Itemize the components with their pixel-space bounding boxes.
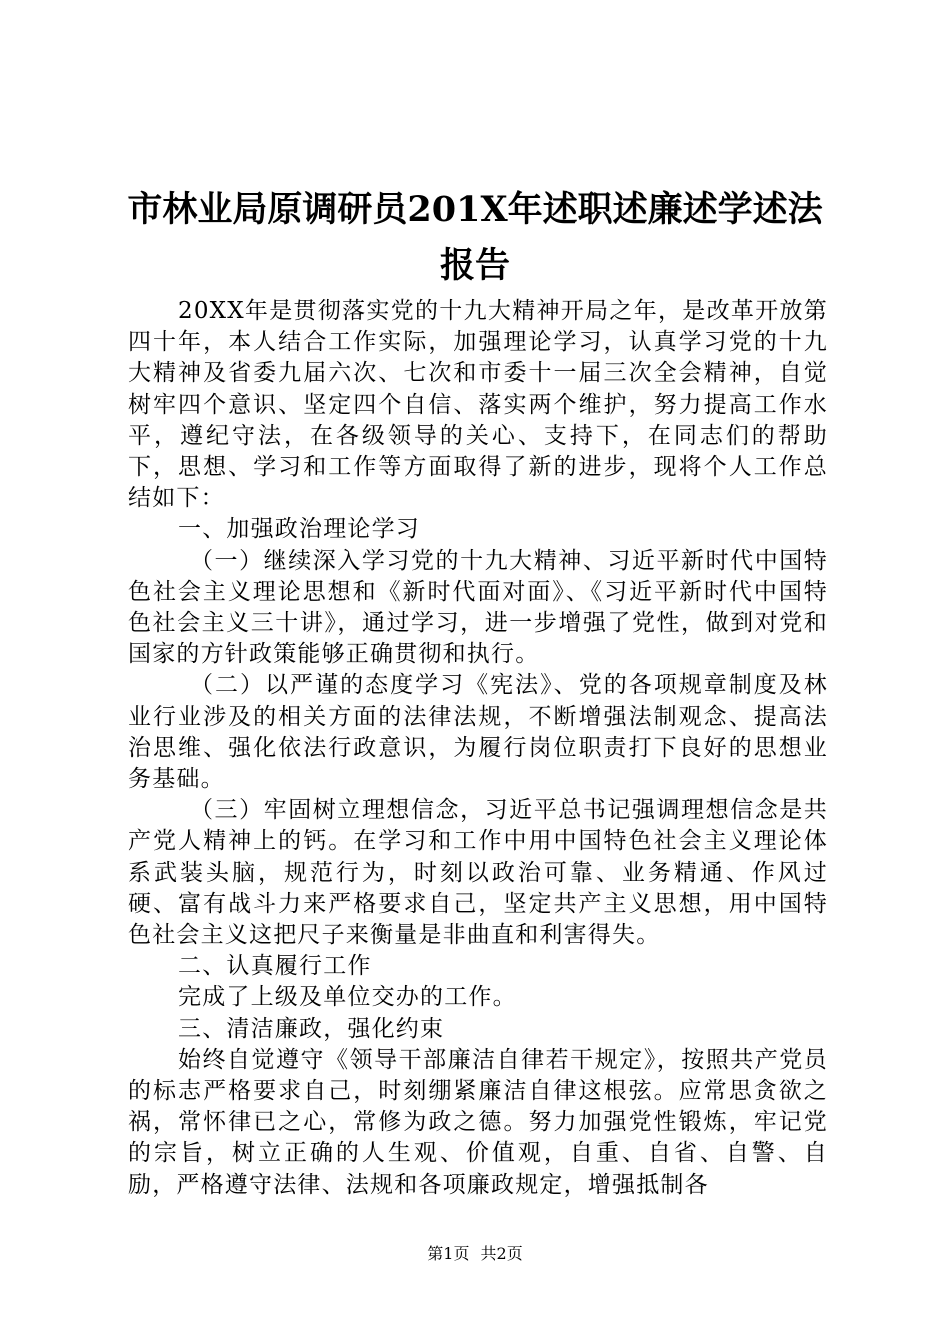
page-total: 共2页 [480, 1244, 523, 1263]
page-footer [0, 1244, 950, 1264]
section-heading-3: 三、清洁廉政，强化约束 [178, 1015, 445, 1042]
document-title-continued: 报告 [439, 245, 510, 286]
subsection-paragraph-1: （一）继续深入学习党的十九大精神、习近平新时代中国特色社会主义理论思想和《新时代面对面》、《习近平新时代中国特色社会主义三十讲》，通过学习，进一步增强了党性，做到对党和国家的方针政策能够正确贯彻和执行。 [128, 547, 828, 668]
subsection-paragraph-3: （三）牢固树立理想信念，习近平总书记强调理想信念是共产党人精神上的钙。在学习和工作中用中国特色社会主义理论体系武装头脑，规范行为，时刻以政治可靠、业务精通、作风过硬、富有战斗力来严格要求自己，坚定共产主义思想，用中国特色社会主义这把尺子来衡量是非曲直和利害得失。 [128, 797, 828, 949]
document-title: 市林业局原调研员201X年述职述廉述学述法 [127, 189, 823, 230]
section-heading-2: 二、认真履行工作 [178, 953, 372, 980]
section-paragraph-2: 完成了上级及单位交办的工作。 [178, 984, 517, 1011]
intro-paragraph: 20XX年是贯彻落实党的十九大精神开局之年，是改革开放第四十年，本人结合工作实际，加强理论学习，认真学习党的十九大精神及省委九届六次、七次和市委十一届三次全会精神，自觉树牢四个意识、坚定四个自信、落实两个维护，努力提高工作水平，遵纪守法，在各级领导的关心、支持下，在同志们的帮助下，思想、学习和工作等方面取得了新的进步，现将个人工作总结如下： [128, 298, 828, 512]
subsection-paragraph-2: （二）以严谨的态度学习《宪法》、党的各项规章制度及林业行业涉及的相关方面的法律法规，不断增强法制观念、提高法治思维、强化依法行政意识，为履行岗位职责打下良好的思想业务基础。 [128, 672, 828, 793]
page-number: 第1页 [427, 1244, 470, 1263]
section-paragraph-3: 始终自觉遵守《领导干部廉洁自律若干规定》，按照共产党员的标志严格要求自己，时刻绷紧廉洁自律这根弦。应常思贪欲之祸，常怀律已之心，常修为政之德。努力加强党性锻炼，牢记党的宗旨，树立正确的人生观、价值观，自重、自省、自警、自励，严格遵守法律、法规和各项廉政规定，增强抵制各 [128, 1046, 828, 1198]
section-heading-1: 一、加强政治理论学习 [178, 516, 420, 543]
document-body [128, 296, 828, 1201]
